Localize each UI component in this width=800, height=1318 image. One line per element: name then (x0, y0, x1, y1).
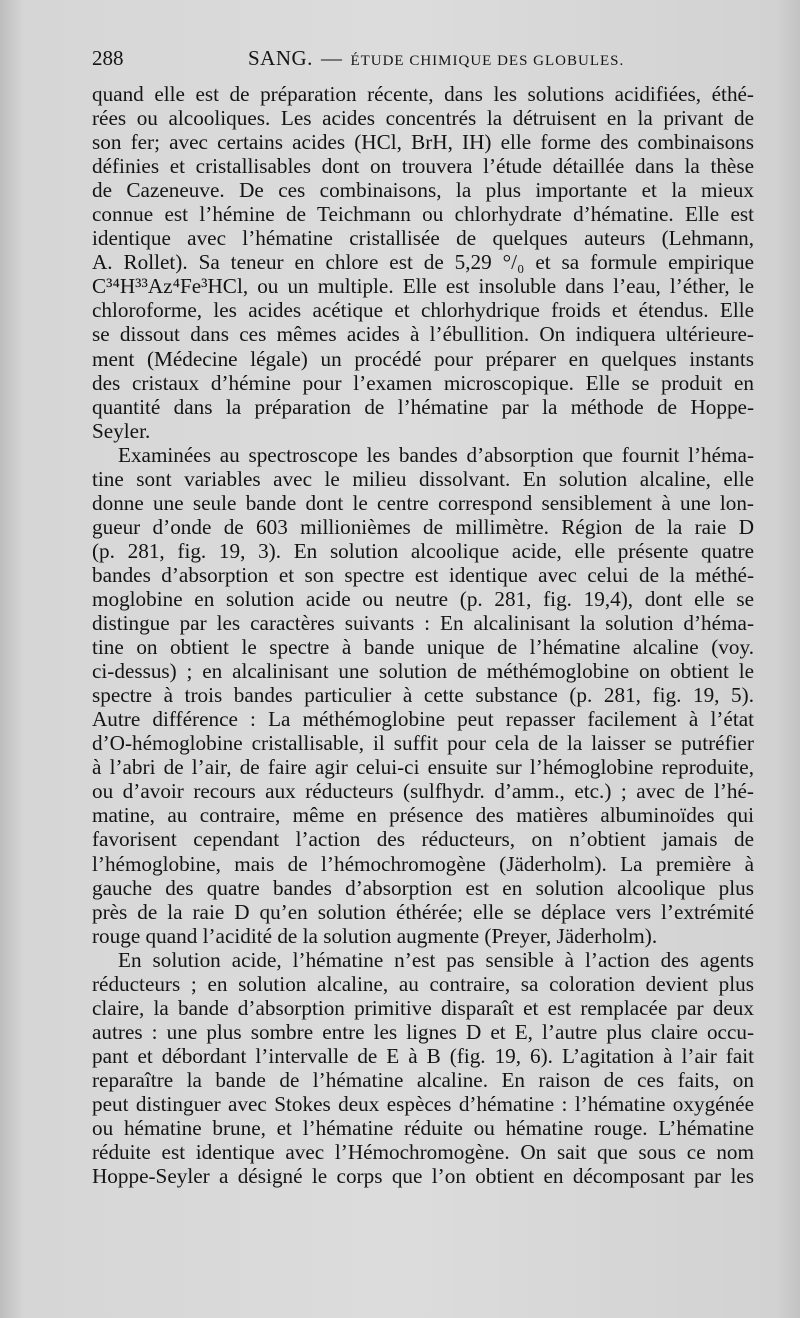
text-line: claire, la bande d’absorption primitive disparaît et est remplacée par deux (92, 995, 754, 1020)
running-head (92, 46, 752, 74)
text-line: peut distinguer avec Stokes deux espèces d’hématine : l’hématine oxygénée (92, 1091, 754, 1116)
text-line: distingue par les caractères suivants : En alcalinisant la solution d’héma- (92, 611, 754, 636)
text-line: pant et débordant l’intervalle de E à B (fig. 19, 6). L’agitation à l’air fait (92, 1043, 754, 1068)
body-text (92, 82, 754, 1188)
text-line: C³⁴H³³Az⁴Fe³HCl, ou un multiple. Elle est insoluble dans l’eau, l’éther, le (92, 274, 754, 299)
text-line: se dissout dans ces mêmes acides à l’ébullition. On indiquera ultérieure- (92, 322, 754, 347)
text-line: quantité dans la préparation de l’hématine par la méthode de Hoppe- (92, 394, 754, 419)
text-line: matine, au contraire, même en présence des matières albuminoïdes qui (92, 803, 754, 828)
text-line: spectre à trois bandes particulier à cette substance (p. 281, fig. 19, 5). (92, 683, 754, 708)
text-line: reparaître la bande de l’hématine alcaline. En raison de ces faits, on (92, 1067, 754, 1092)
text-line: ou hématine brune, et l’hématine réduite ou hématine rouge. L’hématine (92, 1116, 754, 1141)
text-line: donne une seule bande dont le centre correspond sensiblement à une lon- (92, 490, 754, 515)
text-line: (p. 281, fig. 19, 3). En solution alcoolique acide, elle présente quatre (92, 538, 754, 563)
text-line: réducteurs ; en solution alcaline, au contraire, sa coloration devient plus (92, 971, 754, 996)
text-line: autres : une plus sombre entre les lignes D et E, l’autre plus claire occu- (92, 1019, 754, 1044)
text-line: identique avec l’hématine cristallisée de quelques auteurs (Lehmann, (92, 226, 754, 251)
text-line: des cristaux d’hémine pour l’examen microscopique. Elle se produit en (92, 370, 754, 395)
text-line: Examinées au spectroscope les bandes d’absorption que fournit l’héma- (118, 442, 754, 467)
text-line: bandes d’absorption et son spectre est identique avec celui de la méthé- (92, 562, 754, 587)
text-line: rées ou alcooliques. Les acides concentrés la détruisent en la privant de (92, 106, 754, 131)
running-title-main: SANG. (248, 46, 313, 70)
text-line: l’hémoglobine, mais de l’hémochromogène (Jäderholm). La première à (92, 851, 754, 876)
text-line: définies et cristallisables dont on trouvera l’étude détaillée dans la thèse (92, 154, 754, 179)
text-line: moglobine en solution acide ou neutre (p. 281, fig. 19,4), dont elle se (92, 586, 754, 611)
text-line: Autre différence : La méthémoglobine peut repasser facilement à l’état (92, 707, 754, 732)
running-title (248, 46, 624, 71)
text-line: tine sont variables avec le milieu dissolvant. En solution alcaline, elle (92, 466, 754, 491)
text-line: tine on obtient le spectre à bande unique de l’hématine alcaline (voy. (92, 635, 754, 660)
text-line: de Cazeneuve. De ces combinaisons, la plus importante et la mieux (92, 178, 754, 203)
running-title-subtitle: ÉTUDE CHIMIQUE DES GLOBULES. (350, 53, 625, 69)
text-line: connue est l’hémine de Teichmann ou chlorhydrate d’hématine. Elle est (92, 202, 754, 227)
text-line: chloroforme, les acides acétique et chlorhydrique froids et étendus. Elle (92, 298, 754, 323)
text-line: ou d’avoir recours aux réducteurs (sulfhydr. d’amm., etc.) ; avec de l’hé- (92, 779, 754, 804)
text-line: à l’abri de l’air, de faire agir celui-ci ensuite sur l’hémoglobine reproduite, (92, 755, 754, 780)
text-line: En solution acide, l’hématine n’est pas sensible à l’action des agents (118, 947, 754, 972)
paragraph-1 (92, 82, 754, 443)
page-number: 288 (92, 46, 124, 70)
text-line: ment (Médecine légale) un procédé pour préparer en quelques instants (92, 346, 754, 371)
text-line: gauche des quatre bandes d’absorption est en solution alcoolique plus (92, 875, 754, 900)
text-line: gueur d’onde de 603 millionièmes de millimètre. Région de la raie D (92, 514, 754, 539)
text-line: rouge quand l’acidité de la solution augmente (Preyer, Jäderholm). (92, 923, 658, 948)
text-line: quand elle est de préparation récente, dans les solutions acidifiées, éthé- (92, 82, 754, 106)
text-line: réduite est identique avec l’Hémochromogène. On sait que sous ce nom (92, 1140, 754, 1165)
text-line: A. Rollet). Sa teneur en chlore est de 5,29 °/₀ et sa formule empirique (92, 250, 754, 275)
text-line: Hoppe-Seyler a désigné le corps que l’on obtient en décomposant par les (92, 1164, 754, 1189)
text-line: Seyler. (92, 418, 151, 443)
paragraph-3 (92, 948, 754, 1188)
text-line: d’O-hémoglobine cristallisable, il suffit pour cela de la laisser se putréfier (92, 731, 754, 756)
text-line: ci-dessus) ; en alcalinisant une solution de méthémoglobine on obtient le (92, 659, 754, 684)
text-line: son fer; avec certains acides (HCl, BrH, IH) elle forme des combinaisons (92, 130, 754, 155)
running-title-dash: — (320, 46, 343, 70)
paragraph-2 (92, 443, 754, 948)
text-line: favorisent cependant l’action des réducteurs, on n’obtient jamais de (92, 827, 754, 852)
text-line: près de la raie D qu’en solution éthérée; elle se déplace vers l’extrémité (92, 899, 754, 924)
